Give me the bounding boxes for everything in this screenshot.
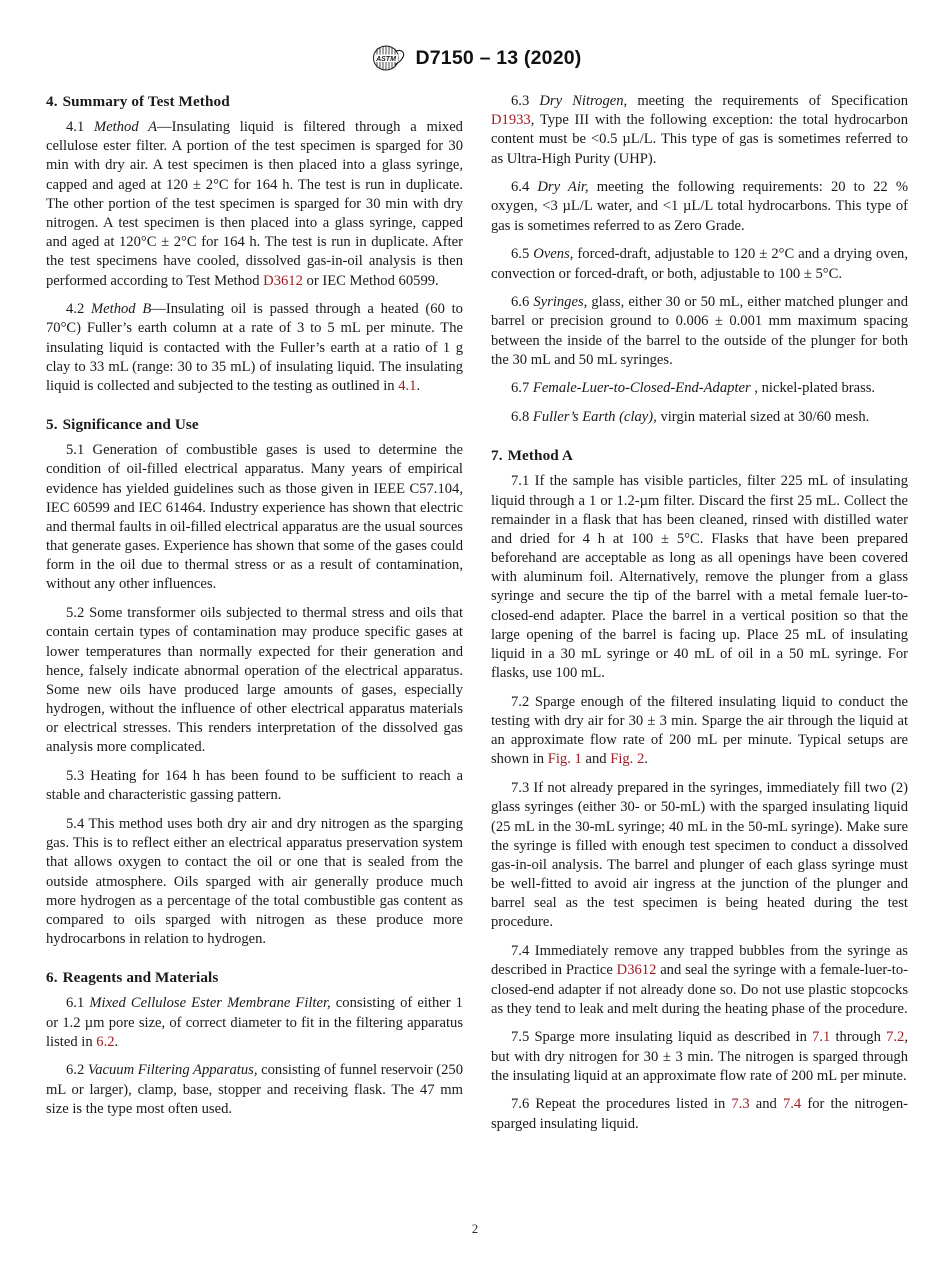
clause-text: virgin material sized at 30/60 mesh. [656,409,870,426]
section-heading-5 [46,415,463,434]
section-number: 6. [46,969,58,987]
clause-number: 7.4 [511,943,530,960]
section-number: 7. [491,447,503,465]
clause-text: Some transformer oils subjected to thermal stress and oils that contain certain types of contamination may produce specific gases at lower temperatures than normally expected for their generation and hence, falsely indicate abnormal operation of the electrical apparatus. Some new oils have produced large amounts of gases, especially hydrogen, without the influence of other electrical apparatus materials or electrical stresses. This renders interpretation of the dissolved gas analysis more complicated. [46,605,463,756]
clause-text-tail: . [114,1033,119,1050]
clause-text: —Insulating liquid is filtered through a mixed cellulose ester filter. A portion of the test specimen is sparged for 30 min with dry air. A test specimen is then placed into a glass syringe, capped and aged at 120 ± 2°C for 164 h. The test is run in duplicate. The other portion of the test specimen is sparged for 30 min with dry nitrogen. A test specimen is then placed into a glass syringe, capped and aged at 120°C ± 2°C for 164 h. The test is run in duplicate. After the test specimens have cooled, dissolved gas-in-oil analysis is then performed according to Test Method [46,119,463,289]
clause-text-tail: for the nitrogen-sparged insulating liquid. [491,1096,908,1132]
clause-text-mid: and [749,1096,783,1113]
paragraph-6-8 [491,408,908,427]
paragraph-7-2 [491,693,908,770]
clause-number: 6.7 [511,380,530,397]
left-column [46,92,463,1134]
clause-number: 6.5 [511,246,530,263]
paragraph-7-5 [491,1028,908,1086]
paragraph-5-3 [46,767,463,805]
clause-text-tail: . [416,377,421,394]
clause-text-tail: . [644,751,648,768]
clause-number: 5.3 [66,768,85,785]
paragraph-7-4 [491,942,908,1019]
section-number: 5. [46,416,58,434]
clause-text-tail: and seal the syringe with a female-luer-to-closed-end adapter if not already done so. Do not use plastic stopcocks as they tend to leak and melt during the heating phase of the procedure. [491,962,908,1017]
clause-text: This method uses both dry air and dry nitrogen as the sparging gas. This is to reflect either an electrical apparatus preservation system that allows oxygen to contact the oil or one that is sealed from the outside atmosphere. Oils sparged with air generally produce much more hydrogen as a percentage of the total combustible gas content as compared to oils sparged with nitrogen as these produce more hydrocarbons in relation to hydrogen. [46,816,463,948]
clause-text: Sparge enough of the filtered insulating liquid to conduct the testing with dry air for 30 ± 3 min. Sparge the air through the liquid at an approximate flow rate of 200 mL per minute. Typical setups are shown in [491,693,908,768]
cross-reference-link-1[interactable]: 7.3 [731,1096,750,1113]
page-number: 2 [471,1222,479,1236]
paragraph-6-7 [491,379,908,398]
clause-text: If not already prepared in the syringes, immediately fill two (2) glass syringes (either 30- or 50-mL) with the sparged insulating liquid (25 mL in the 30-mL syringe; 40 mL in the 50-mL syringe). Make sure the syringe is filled with enough test specimen to conduct a dissolved gas-in-oil analysis. The barrel and plunger of each glass syringe must be well-fitted to avoid air ingress at the junction of the plunger and barrel seal as the test specimen is being heated during the test procedure. [491,780,908,931]
clause-text: , nickel-plated brass. [750,380,876,397]
cross-reference-link[interactable]: 6.2 [96,1033,115,1050]
clause-lead-italic: Fuller’s Earth (clay), [532,409,657,426]
clause-number: 4.1 [66,119,85,135]
paragraph-7-1 [491,472,908,683]
clause-number: 5.2 [66,605,85,622]
cross-reference-link-1[interactable]: 7.1 [812,1029,831,1046]
clause-lead-italic: Method B [91,301,152,318]
clause-number: 7.6 [511,1096,530,1113]
clause-text: Sparge more insulating liquid as described in [529,1029,813,1046]
clause-number: 4.2 [66,301,85,318]
clause-text: consisting of funnel reservoir (250 mL or larger), clamp, base, stopper and receiving flask. The 47 mm size is the type most often used. [46,1062,463,1117]
paragraph-4-1 [46,118,463,291]
clause-text: Repeat the procedures listed in [529,1096,732,1113]
clause-lead-italic: Ovens, [533,246,574,263]
cross-reference-link[interactable]: D3612 [616,962,657,979]
section-heading-6 [46,968,463,987]
paragraph-7-3 [491,779,908,933]
clause-number: 7.5 [511,1029,530,1046]
clause-lead-italic: Mixed Cellulose Ester Membrane Filter, [89,995,331,1012]
clause-text: meeting the requirements of Specification [627,93,908,109]
cross-reference-link[interactable]: 4.1 [398,377,417,394]
clause-text: Generation of combustible gases is used to determine the condition of oil-filled electrical apparatus. Many years of empirical evidence has yielded guidelines such as those given in IEEE C57.104, IEC 60599 and IEC 61464. Industry experience has shown that electric and thermal faults in oil-filled electrical apparatus are the usual sources that generate gases. Experience has shown that some of the gases could form in the oil due to thermal stress or as a result of contamination, without any other influences. [46,442,463,593]
clause-number: 6.8 [511,409,530,426]
clause-text-tail: , but with dry nitrogen for 30 ± 3 min. The nitrogen is sparged through the insulating liquid at an approximate flow rate of 200 mL per minute. [491,1029,908,1084]
clause-text: forced-draft, adjustable to 120 ± 2°C and a drying oven, convection or forced-draft, or both, adjustable to 100 ± 5°C. [491,246,908,282]
clause-text-mid: through [830,1029,887,1046]
clause-text-tail: , Type III with the following exception: the total hydrocarbon content must be <0.5 µL/L. This type of gas is sometimes referred to as Ultra-High Purity (UHP). [491,112,908,167]
clause-text: —Insulating oil is passed through a heated (60 to 70°C) Fuller’s earth column at a rate of 3 to 5 mL per minute. The insulating liquid is contacted with the Fuller’s earth at a ratio of 1 g clay to 33 mL (range: 30 to 35 mL) of insulating liquid. The insulating liquid is collected and subjected to the testing as outlined in [46,301,463,394]
clause-lead-italic: Vacuum Filtering Apparatus, [87,1062,258,1079]
clause-number: 6.6 [511,294,530,311]
clause-text: If the sample has visible particles, filter 225 mL of insulating liquid through a 1 or 1.2-µm filter. Discard the first 25 mL. Collect the remainder in a flask that has been cleaned, rinsed with distilled water and dried for 4 h at 100 ± 5°C. Flasks that have been prepared beforehand are acceptable as long as all openings have been covered with aluminum foil. Alternatively, remove the plunger from a glass syringe and secure the tip of the barrel with a metal female luer-to-closed-end adapter. Place the barrel in a vertical position so that the large opening of the barrel is facing up. Place 25 mL of insulating liquid in a 30 mL syringe or 40 mL of oil in a 50 mL syringe. For flasks, use 100 mL. [491,473,908,682]
paragraph-4-2 [46,300,463,396]
clause-text: meeting the following requirements: 20 to 22 % oxygen, <3 µL/L water, and <1 µL/L total hydrocarbons. This type of gas is sometimes referred to as Zero Grade. [491,179,908,234]
section-heading-7 [491,446,908,465]
clause-lead-italic: Syringes, [533,294,588,311]
section-title: Significance and Use [62,416,199,434]
figure-link-2[interactable]: Fig. 2 [610,751,645,768]
clause-number: 5.4 [66,816,85,832]
figure-link-1[interactable]: Fig. 1 [547,751,582,768]
paragraph-6-5 [491,245,908,283]
cross-reference-link[interactable]: D3612 [263,272,303,289]
clause-text: Immediately remove any trapped bubbles from the syringe as described in Practice [491,943,908,979]
clause-text-tail: or IEC Method 60599. [302,272,439,289]
paragraph-5-4 [46,815,463,949]
section-title: Summary of Test Method [62,93,230,110]
clause-number: 7.3 [511,780,530,797]
page-header [0,44,950,72]
clause-text-mid: and [581,751,611,768]
paragraph-6-2 [46,1061,463,1119]
two-column-body [46,92,908,1134]
right-column [491,92,908,1134]
clause-lead-italic: Dry Nitrogen, [539,93,628,109]
section-number: 4. [46,93,58,110]
paragraph-5-2 [46,604,463,758]
clause-text: Heating for 164 h has been found to be sufficient to reach a stable and characteristic gassing pattern. [46,768,463,804]
clause-text: consisting of either 1 or 1.2 µm pore size, of correct diameter to fit in the filtering apparatus listed in [46,995,463,1050]
paragraph-6-1 [46,994,463,1052]
clause-lead-italic: Dry Air, [537,179,589,196]
cross-reference-link-2[interactable]: 7.2 [886,1029,905,1046]
clause-number: 6.1 [66,995,85,1012]
clause-number: 6.4 [511,179,530,196]
paragraph-7-6 [491,1095,908,1133]
clause-number: 6.3 [511,93,530,109]
standard-designation: D7150 – 13 (2020) [415,46,582,69]
astm-logo-icon [368,44,408,72]
clause-number: 7.2 [511,693,530,710]
paragraph-5-1 [46,441,463,595]
cross-reference-link-2[interactable]: 7.4 [782,1096,802,1113]
clause-text: glass, either 30 or 50 mL, either matched plunger and barrel or precision ground to 0.006 ± 0.001 mm maximum spacing between the inside of the barrel to the outside of the plunger for both the 30 mL and 50 mL syringes. [491,294,908,368]
clause-lead-italic: Method A [94,119,158,135]
cross-reference-link[interactable]: D1933 [491,112,531,129]
paragraph-6-6 [491,293,908,370]
paragraph-6-4 [491,178,908,236]
section-heading-4 [46,92,463,111]
section-title: Reagents and Materials [62,969,219,987]
clause-number: 6.2 [66,1062,85,1079]
clause-number: 7.1 [511,473,530,490]
clause-lead-italic: Female-Luer-to-Closed-End-Adapter [532,380,751,397]
clause-number: 5.1 [66,442,85,459]
section-title: Method A [507,447,573,465]
svg-text:ASTM: ASTM [376,56,397,63]
paragraph-6-3 [491,92,908,169]
